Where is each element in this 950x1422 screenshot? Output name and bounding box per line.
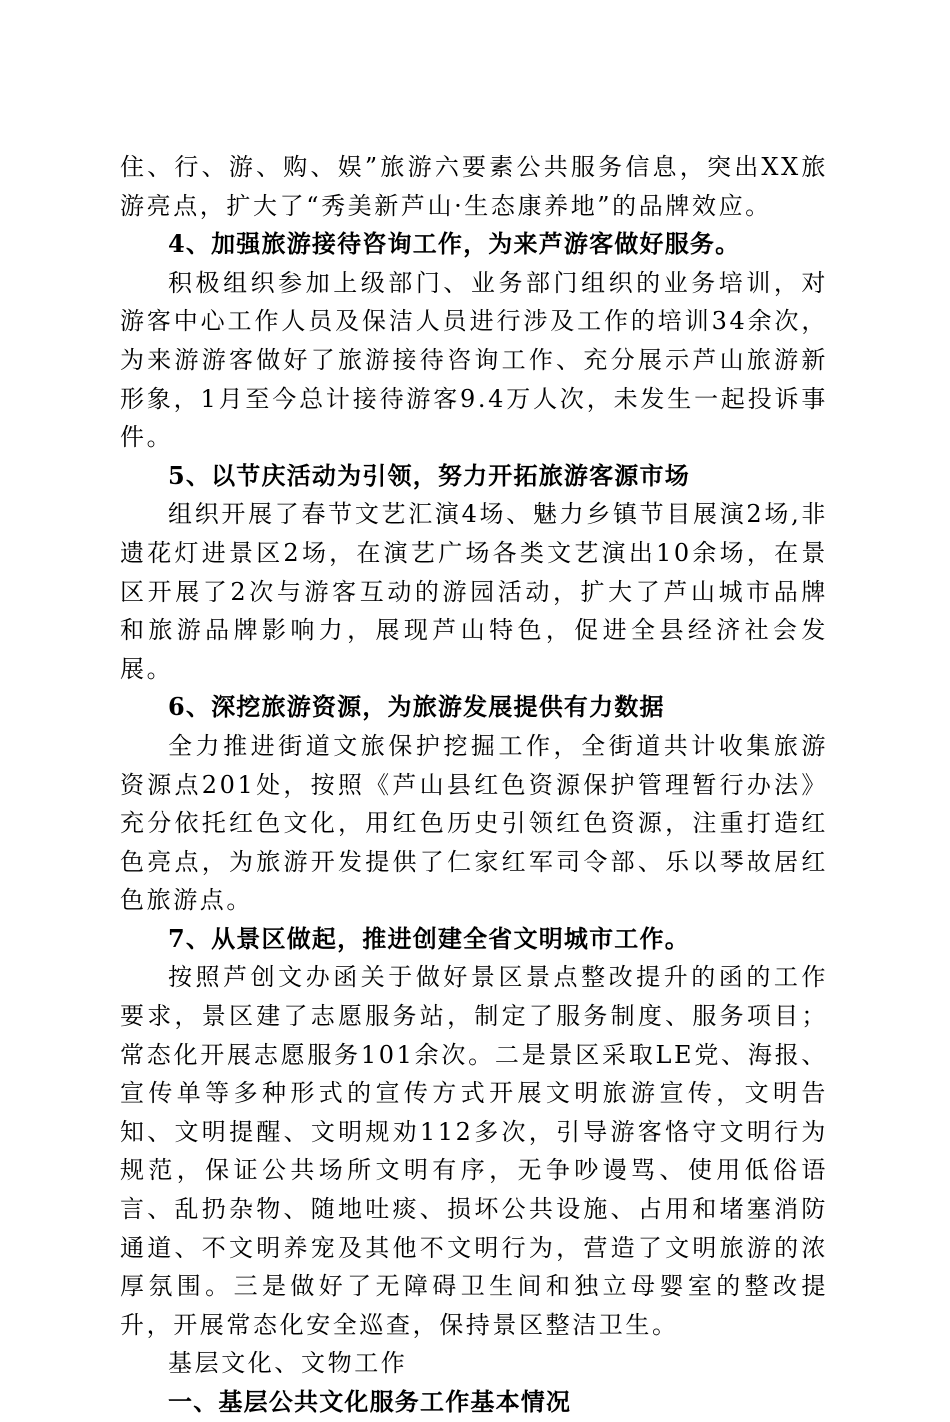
paragraph-festival-activities: 组织开展了春节文艺汇演4场、魅力乡镇节目展演2场,非遗花灯进景区2场，在演艺广场各类文艺演出10余场，在景区开展了2次与游客互动的游园活动，扩大了芦山城市品牌和旅游品牌影响力，展现芦山特色，促进全县经济社会发展。	[120, 500, 828, 683]
document-page	[120, 148, 828, 1422]
paragraph-tourism-info: 住、行、游、购、娱”旅游六要素公共服务信息，突出XX旅游亮点，扩大了“秀美新芦山·生态康养地”的品牌效应。	[120, 153, 828, 220]
section-label-culture: 基层文化、文物工作	[168, 1349, 408, 1378]
heading-festival-activities: 5、以节庆活动为引领，努力开拓旅游客源市场	[168, 460, 690, 490]
paragraph-reception-service: 积极组织参加上级部门、业务部门组织的业务培训，对游客中心工作人员及保洁人员进行涉及工作的培训34余次，为来游游客做好了旅游接待咨询工作、充分展示芦山旅游新形象，1月至今总计接待游客9.4万人次，未发生一起投诉事件。	[120, 268, 828, 452]
section-heading-public-culture: 一、基层公共文化服务工作基本情况	[168, 1387, 572, 1416]
paragraph-civilized-city: 按照芦创文办函关于做好景区景点整改提升的函的工作要求，景区建了志愿服务站，制定了服务制度、服务项目；常态化开展志愿服务101余次。二是景区采取LE党、海报、宣传单等多种形式的宣传方式开展文明旅游宣传，文明告知、文明提醒、文明规劝112多次，引导游客恪守文明行为规范，保证公共场所文明有序，无争吵谩骂、使用低俗语言、乱扔杂物、随地吐痰、损坏公共设施、占用和堵塞消防通道、不文明养宠及其他不文明行为，营造了文明旅游的浓厚氛围。三是做好了无障碍卫生间和独立母婴室的整改提升，开展常态化安全巡查，保持景区整洁卫生。	[120, 963, 828, 1339]
heading-reception-service: 4、加强旅游接待咨询工作，为来芦游客做好服务。	[168, 229, 741, 259]
paragraph-tourism-resources: 全力推进街道文旅保护挖掘工作，全街道共计收集旅游资源点201处，按照《芦山县红色资源保护管理暂行办法》充分依托红色文化，用红色历史引领红色资源，注重打造红色亮点，为旅游开发提供了仁家红军司令部、乐以琴故居红色旅游点。	[120, 731, 828, 915]
heading-civilized-city: 7、从景区做起，推进创建全省文明城市工作。	[168, 923, 690, 953]
heading-tourism-resources: 6、深挖旅游资源，为旅游发展提供有力数据	[168, 692, 665, 722]
